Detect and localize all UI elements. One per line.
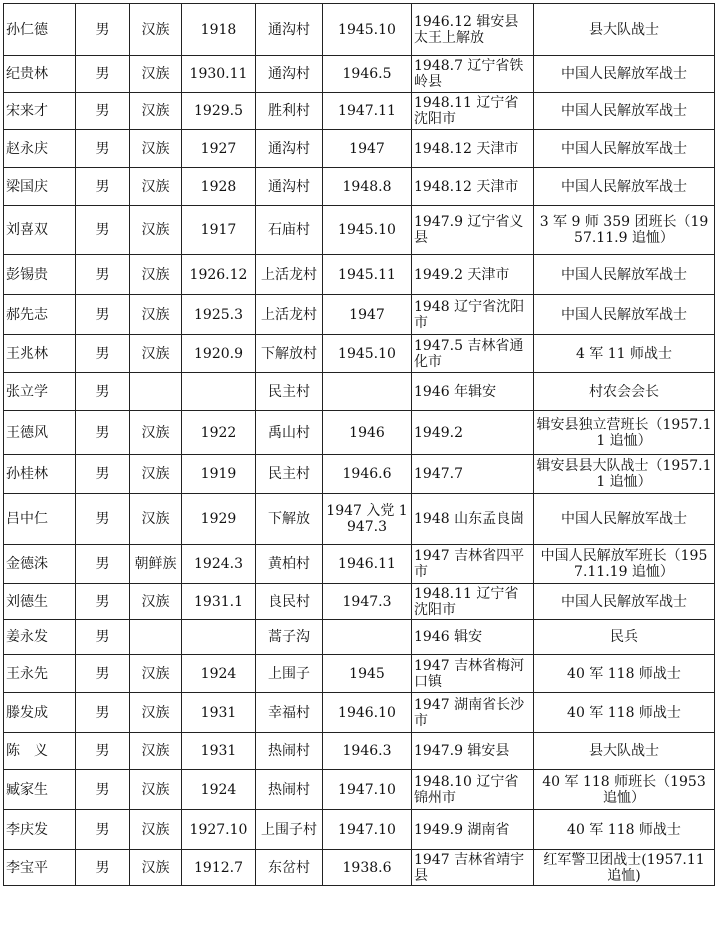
sacrifice-place-cell: 1946 辑安 <box>412 620 534 655</box>
gender-cell: 男 <box>76 655 130 693</box>
remark-cell: 中国人民解放军战士 <box>534 494 715 545</box>
ethnicity-cell: 汉族 <box>130 335 182 373</box>
ethnicity-cell: 汉族 <box>130 206 182 255</box>
sacrifice-place-cell: 1948.12 天津市 <box>412 168 534 206</box>
village-cell: 通沟村 <box>256 56 323 93</box>
name-cell: 姜永发 <box>4 620 76 655</box>
gender-cell: 男 <box>76 693 130 733</box>
gender-cell: 男 <box>76 545 130 584</box>
table-row <box>4 335 715 373</box>
table-row <box>4 130 715 168</box>
remark-cell: 民兵 <box>534 620 715 655</box>
remark-cell: 县大队战士 <box>534 4 715 56</box>
gender-cell: 男 <box>76 620 130 655</box>
enlistment-date-cell: 1947 入党 1947.3 <box>323 494 412 545</box>
remark-cell: 40 军 118 师战士 <box>534 810 715 850</box>
enlistment-date-cell: 1946.10 <box>323 693 412 733</box>
birth-year-cell: 1931.1 <box>182 584 256 620</box>
village-cell: 幸福村 <box>256 693 323 733</box>
birth-year-cell <box>182 620 256 655</box>
gender-cell: 男 <box>76 770 130 810</box>
sacrifice-place-cell: 1947.7 <box>412 455 534 494</box>
enlistment-date-cell: 1947.10 <box>323 770 412 810</box>
gender-cell: 男 <box>76 335 130 373</box>
ethnicity-cell: 汉族 <box>130 4 182 56</box>
village-cell: 热闹村 <box>256 770 323 810</box>
sacrifice-place-cell: 1948.11 辽宁省沈阳市 <box>412 93 534 130</box>
table-row <box>4 206 715 255</box>
gender-cell: 男 <box>76 373 130 411</box>
sacrifice-place-cell: 1947.9 辑安县 <box>412 733 534 770</box>
table-row <box>4 584 715 620</box>
birth-year-cell: 1918 <box>182 4 256 56</box>
remark-cell: 3 军 9 师 359 团班长（1957.11.9 追恤） <box>534 206 715 255</box>
table-row <box>4 295 715 335</box>
sacrifice-place-cell: 1949.2 <box>412 411 534 455</box>
birth-year-cell: 1931 <box>182 733 256 770</box>
ethnicity-cell: 汉族 <box>130 130 182 168</box>
gender-cell: 男 <box>76 168 130 206</box>
village-cell: 上围子 <box>256 655 323 693</box>
table-row <box>4 455 715 494</box>
enlistment-date-cell: 1946.3 <box>323 733 412 770</box>
village-cell: 通沟村 <box>256 168 323 206</box>
birth-year-cell: 1931 <box>182 693 256 733</box>
enlistment-date-cell: 1946.6 <box>323 455 412 494</box>
table-row <box>4 770 715 810</box>
ethnicity-cell: 朝鲜族 <box>130 545 182 584</box>
village-cell: 禹山村 <box>256 411 323 455</box>
sacrifice-place-cell: 1948 辽宁省沈阳市 <box>412 295 534 335</box>
name-cell: 孙仁德 <box>4 4 76 56</box>
ethnicity-cell: 汉族 <box>130 455 182 494</box>
sacrifice-place-cell: 1947.5 吉林省通化市 <box>412 335 534 373</box>
sacrifice-place-cell: 1948 山东孟良崮 <box>412 494 534 545</box>
birth-year-cell: 1920.9 <box>182 335 256 373</box>
ethnicity-cell: 汉族 <box>130 255 182 295</box>
village-cell: 东岔村 <box>256 850 323 886</box>
remark-cell: 中国人民解放军战士 <box>534 255 715 295</box>
gender-cell: 男 <box>76 206 130 255</box>
village-cell: 蒿子沟 <box>256 620 323 655</box>
ethnicity-cell: 汉族 <box>130 810 182 850</box>
ethnicity-cell: 汉族 <box>130 655 182 693</box>
enlistment-date-cell: 1947.10 <box>323 810 412 850</box>
gender-cell: 男 <box>76 850 130 886</box>
village-cell: 热闹村 <box>256 733 323 770</box>
village-cell: 下解放村 <box>256 335 323 373</box>
name-cell: 王兆林 <box>4 335 76 373</box>
sacrifice-place-cell: 1949.2 天津市 <box>412 255 534 295</box>
sacrifice-place-cell: 1946 年辑安 <box>412 373 534 411</box>
name-cell: 王德风 <box>4 411 76 455</box>
birth-year-cell: 1922 <box>182 411 256 455</box>
ethnicity-cell <box>130 373 182 411</box>
table-row <box>4 850 715 886</box>
name-cell: 彭锡贵 <box>4 255 76 295</box>
gender-cell: 男 <box>76 295 130 335</box>
remark-cell: 中国人民解放军战士 <box>534 93 715 130</box>
enlistment-date-cell: 1947.3 <box>323 584 412 620</box>
birth-year-cell: 1924 <box>182 655 256 693</box>
village-cell: 上活龙村 <box>256 255 323 295</box>
village-cell: 民主村 <box>256 373 323 411</box>
birth-year-cell: 1930.11 <box>182 56 256 93</box>
enlistment-date-cell: 1945.11 <box>323 255 412 295</box>
enlistment-date-cell: 1948.8 <box>323 168 412 206</box>
name-cell: 吕中仁 <box>4 494 76 545</box>
birth-year-cell: 1917 <box>182 206 256 255</box>
name-cell: 张立学 <box>4 373 76 411</box>
table-row <box>4 93 715 130</box>
gender-cell: 男 <box>76 810 130 850</box>
name-cell: 梁国庆 <box>4 168 76 206</box>
sacrifice-place-cell: 1947 吉林省靖宇县 <box>412 850 534 886</box>
remark-cell: 村农会会长 <box>534 373 715 411</box>
village-cell: 民主村 <box>256 455 323 494</box>
village-cell: 通沟村 <box>256 4 323 56</box>
enlistment-date-cell: 1946 <box>323 411 412 455</box>
table-row <box>4 4 715 56</box>
remark-cell: 40 军 118 师班长（1953 追恤） <box>534 770 715 810</box>
enlistment-date-cell <box>323 620 412 655</box>
gender-cell: 男 <box>76 733 130 770</box>
name-cell: 李庆发 <box>4 810 76 850</box>
gender-cell: 男 <box>76 494 130 545</box>
birth-year-cell: 1925.3 <box>182 295 256 335</box>
ethnicity-cell: 汉族 <box>130 93 182 130</box>
birth-year-cell: 1929.5 <box>182 93 256 130</box>
sacrifice-place-cell: 1947 吉林省梅河口镇 <box>412 655 534 693</box>
remark-cell: 中国人民解放军战士 <box>534 56 715 93</box>
enlistment-date-cell <box>323 373 412 411</box>
sacrifice-place-cell: 1948.11 辽宁省沈阳市 <box>412 584 534 620</box>
enlistment-date-cell: 1938.6 <box>323 850 412 886</box>
table-row <box>4 255 715 295</box>
gender-cell: 男 <box>76 411 130 455</box>
sacrifice-place-cell: 1947 湖南省长沙市 <box>412 693 534 733</box>
name-cell: 孙桂林 <box>4 455 76 494</box>
village-cell: 黄柏村 <box>256 545 323 584</box>
enlistment-date-cell: 1947.11 <box>323 93 412 130</box>
village-cell: 上活龙村 <box>256 295 323 335</box>
village-cell: 胜利村 <box>256 93 323 130</box>
name-cell: 滕发成 <box>4 693 76 733</box>
birth-year-cell: 1928 <box>182 168 256 206</box>
table-row <box>4 733 715 770</box>
village-cell: 通沟村 <box>256 130 323 168</box>
ethnicity-cell <box>130 620 182 655</box>
name-cell: 宋来才 <box>4 93 76 130</box>
birth-year-cell: 1912.7 <box>182 850 256 886</box>
sacrifice-place-cell: 1947 吉林省四平市 <box>412 545 534 584</box>
gender-cell: 男 <box>76 56 130 93</box>
enlistment-date-cell: 1947 <box>323 295 412 335</box>
gender-cell: 男 <box>76 4 130 56</box>
name-cell: 赵永庆 <box>4 130 76 168</box>
village-cell: 良民村 <box>256 584 323 620</box>
remark-cell: 中国人民解放军班长（1957.11.19 追恤） <box>534 545 715 584</box>
enlistment-date-cell: 1946.5 <box>323 56 412 93</box>
table-row <box>4 620 715 655</box>
remark-cell: 县大队战士 <box>534 733 715 770</box>
table-row <box>4 810 715 850</box>
village-cell: 上围子村 <box>256 810 323 850</box>
remark-cell: 40 军 118 师战士 <box>534 655 715 693</box>
table-row <box>4 373 715 411</box>
table-row <box>4 411 715 455</box>
table-row <box>4 693 715 733</box>
village-cell: 石庙村 <box>256 206 323 255</box>
ethnicity-cell: 汉族 <box>130 56 182 93</box>
name-cell: 陈 义 <box>4 733 76 770</box>
enlistment-date-cell: 1945.10 <box>323 206 412 255</box>
remark-cell: 中国人民解放军战士 <box>534 130 715 168</box>
table-row <box>4 655 715 693</box>
remark-cell: 4 军 11 师战士 <box>534 335 715 373</box>
sacrifice-place-cell: 1948.7 辽宁省铁岭县 <box>412 56 534 93</box>
gender-cell: 男 <box>76 584 130 620</box>
ethnicity-cell: 汉族 <box>130 411 182 455</box>
name-cell: 纪贵林 <box>4 56 76 93</box>
birth-year-cell: 1929 <box>182 494 256 545</box>
gender-cell: 男 <box>76 255 130 295</box>
enlistment-date-cell: 1945.10 <box>323 335 412 373</box>
sacrifice-place-cell: 1947.9 辽宁省义县 <box>412 206 534 255</box>
ethnicity-cell: 汉族 <box>130 770 182 810</box>
ethnicity-cell: 汉族 <box>130 584 182 620</box>
remark-cell: 中国人民解放军战士 <box>534 295 715 335</box>
name-cell: 刘德生 <box>4 584 76 620</box>
ethnicity-cell: 汉族 <box>130 733 182 770</box>
remark-cell: 中国人民解放军战士 <box>534 584 715 620</box>
ethnicity-cell: 汉族 <box>130 494 182 545</box>
birth-year-cell: 1924 <box>182 770 256 810</box>
sacrifice-place-cell: 1948.12 天津市 <box>412 130 534 168</box>
ethnicity-cell: 汉族 <box>130 168 182 206</box>
birth-year-cell: 1924.3 <box>182 545 256 584</box>
table-row <box>4 545 715 584</box>
name-cell: 李宝平 <box>4 850 76 886</box>
ethnicity-cell: 汉族 <box>130 850 182 886</box>
enlistment-date-cell: 1946.11 <box>323 545 412 584</box>
remark-cell: 40 军 118 师战士 <box>534 693 715 733</box>
table-row <box>4 56 715 93</box>
birth-year-cell: 1927 <box>182 130 256 168</box>
birth-year-cell: 1927.10 <box>182 810 256 850</box>
birth-year-cell: 1919 <box>182 455 256 494</box>
village-cell: 下解放 <box>256 494 323 545</box>
birth-year-cell: 1926.12 <box>182 255 256 295</box>
birth-year-cell <box>182 373 256 411</box>
table-row <box>4 168 715 206</box>
name-cell: 郝先志 <box>4 295 76 335</box>
name-cell: 金德洙 <box>4 545 76 584</box>
remark-cell: 中国人民解放军战士 <box>534 168 715 206</box>
enlistment-date-cell: 1945 <box>323 655 412 693</box>
remark-cell: 红军警卫团战士(1957.11 追恤) <box>534 850 715 886</box>
name-cell: 王永先 <box>4 655 76 693</box>
roster-body <box>4 4 715 886</box>
martyrs-roster-table <box>3 3 715 886</box>
enlistment-date-cell: 1945.10 <box>323 4 412 56</box>
gender-cell: 男 <box>76 455 130 494</box>
ethnicity-cell: 汉族 <box>130 693 182 733</box>
table-row <box>4 494 715 545</box>
name-cell: 刘喜双 <box>4 206 76 255</box>
name-cell: 臧家生 <box>4 770 76 810</box>
gender-cell: 男 <box>76 93 130 130</box>
gender-cell: 男 <box>76 130 130 168</box>
sacrifice-place-cell: 1946.12 辑安县太王上解放 <box>412 4 534 56</box>
ethnicity-cell: 汉族 <box>130 295 182 335</box>
remark-cell: 辑安县独立营班长（1957.11 追恤） <box>534 411 715 455</box>
enlistment-date-cell: 1947 <box>323 130 412 168</box>
sacrifice-place-cell: 1948.10 辽宁省锦州市 <box>412 770 534 810</box>
sacrifice-place-cell: 1949.9 湖南省 <box>412 810 534 850</box>
remark-cell: 辑安县县大队战士（1957.11 追恤） <box>534 455 715 494</box>
